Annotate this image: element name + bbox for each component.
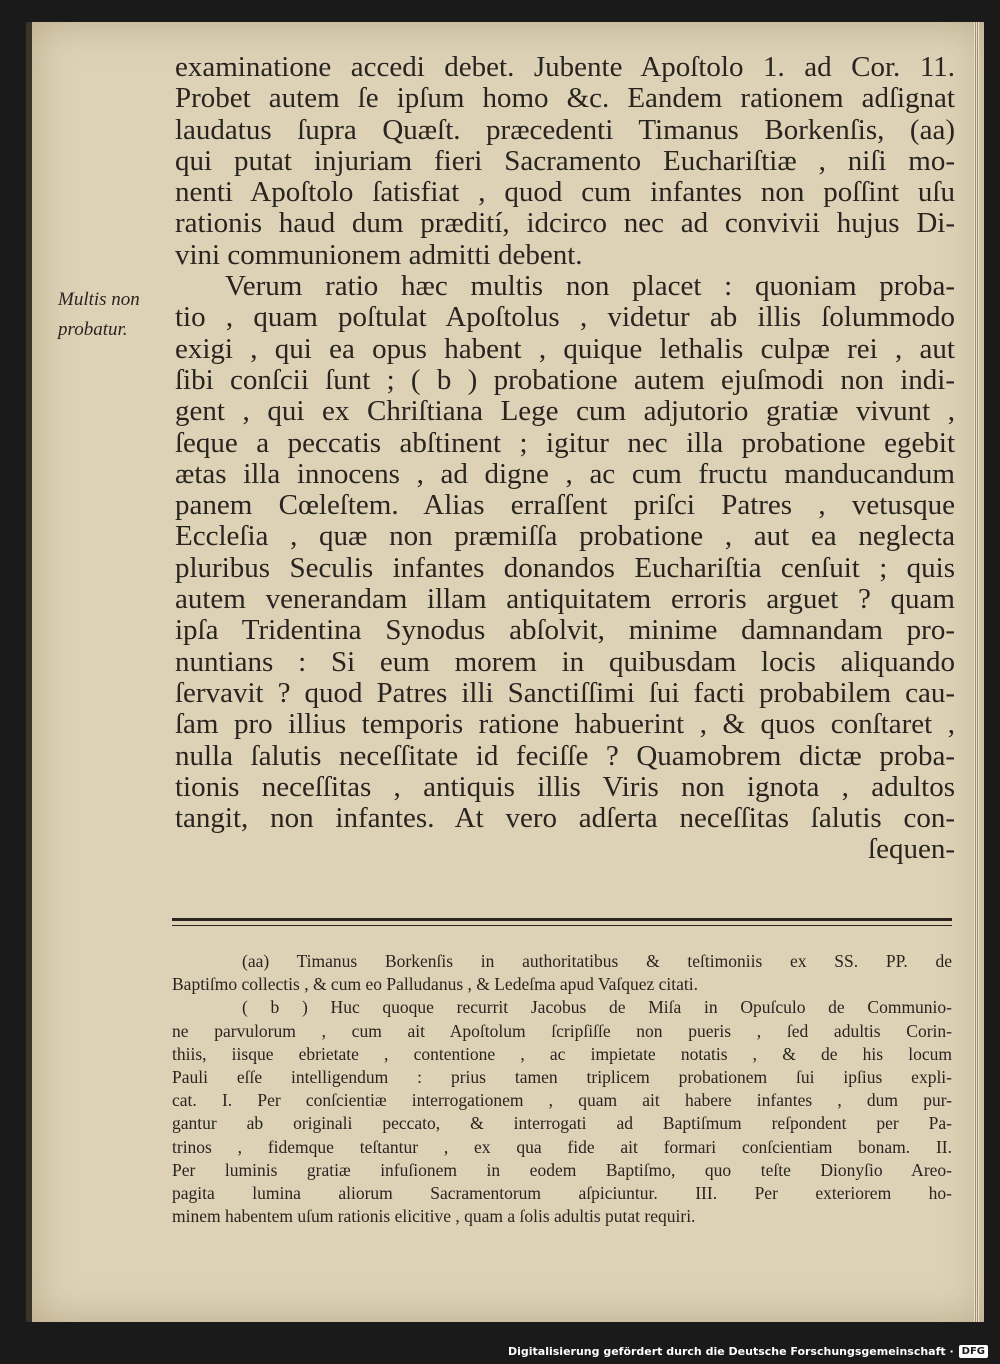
margin-note-line-2: probatur. <box>58 319 128 340</box>
main-text <box>175 52 955 866</box>
footnote-line: Pauli eſſe intelligendum : prius tamen triplicem probationem ſui ipſius expli- <box>172 1066 952 1087</box>
footnote-line: Baptiſmo collectis , & cum eo Palludanus , & Ledeſma apud Vaſquez citati. <box>172 974 699 995</box>
text-line: ſeque a peccatis abſtinent ; igitur nec illa probatione egebit <box>175 426 955 459</box>
text-line: Verum ratio hæc multis non placet : quoniam proba- <box>225 270 955 303</box>
dfg-logo-icon: DFG <box>959 1345 988 1358</box>
footnote-line: ( b ) Huc quoque recurrit Jacobus de Miſa in Opuſculo de Communio- <box>242 997 952 1018</box>
text-line: exigi , qui ea opus habent , quique lethalis culpæ rei , aut <box>175 332 955 365</box>
text-line: rationis haud dum prædití, idcirco nec ad convivii hujus Di- <box>175 207 955 240</box>
text-line: ipſa Tridentina Synodus abſolvit, minime damnandam pro- <box>175 614 955 647</box>
text-line: Eccleſia , quæ non præmiſſa probatione , aut ea neglecta <box>175 520 955 553</box>
text-line: ſibi conſcii ſunt ; ( b ) probatione autem ejuſmodi non indi- <box>175 363 955 396</box>
page-edge <box>974 22 979 1322</box>
digitization-credit <box>508 1345 988 1358</box>
footnote-line: minem habentem uſum rationis elicitive , quam a ſolis adultis putat requiri. <box>172 1206 696 1227</box>
footnote-line: gantur ab originali peccato, & interrogati ad Baptiſmum reſpondent per Pa- <box>172 1113 952 1134</box>
footnote-line: cat. I. Per conſcientiæ interrogationem , quam ait habere infantes , dum pur- <box>172 1090 952 1111</box>
text-line: laudatus ſupra Quæſt. præcedenti Timanus Borkenſis, (aa) <box>175 113 955 146</box>
text-line: nuntians : Si eum morem in quibusdam locis aliquando <box>175 645 955 678</box>
text-line: nenti Apoſtolo ſatisfiat , quod cum infantes non poſſint uſu <box>175 176 955 209</box>
text-line: pluribus Seculis infantes donandos Euchariſtia cenſuit ; quis <box>175 551 955 584</box>
footnote-line: trinos , fidemque teſtantur , ex qua fide ait formari conſcientiam bonam. II. <box>172 1136 952 1157</box>
footnote-line: Per luminis gratiæ infuſionem in eodem Baptiſmo, quo teſte Dionyſio Areo- <box>172 1159 952 1180</box>
footnote-line: (aa) Timanus Borkenſis in authoritatibus & teſtimoniis ex SS. PP. de <box>242 951 952 971</box>
footnote-line: thiis, iisque ebrietate , contentione , ac impietate notatis , & de his locum <box>172 1043 952 1064</box>
footnotes <box>172 950 952 1228</box>
text-line: nulla ſalutis neceſſitate id feciſſe ? Quamobrem dictæ proba- <box>175 739 955 772</box>
credit-text: Digitalisierung gefördert durch die Deutsche Forschungsgemeinschaft · <box>507 1345 954 1358</box>
text-line: panem Cœleſtem. Alias erraſſent priſci Patres , vetusque <box>175 489 955 522</box>
footnote-line: pagita lumina aliorum Sacramentorum aſpiciuntur. III. Per exteriorem ho- <box>172 1182 952 1203</box>
text-line: ſam pro illius temporis ratione habuerint , & quos conſtaret , <box>175 708 955 741</box>
text-line: tio , quam poſtulat Apoſtolus , videtur ab illis ſolummodo <box>175 301 955 334</box>
text-line: vini communionem admitti debent. <box>175 238 583 271</box>
text-line: autem venerandam illam antiquitatem erroris arguet ? quam <box>175 583 955 616</box>
footnote-rule <box>172 918 952 926</box>
footnote-line: ne parvulorum , cum ait Apoſtolum ſcripſiſſe non pueris , ſed adultis Corin- <box>172 1020 952 1041</box>
text-line: qui putat injuriam fieri Sacramento Euchariſtiæ , niſi mo- <box>175 144 955 177</box>
text-line: ſervavit ? quod Patres illi Sanctiſſimi ſui facti probabilem cau- <box>175 676 955 709</box>
text-line: ætas illa innocens , ad digne , ac cum fructu manducandum <box>175 457 955 490</box>
margin-note-line-1: Multis non <box>58 289 140 310</box>
text-line: Probet autem ſe ipſum homo &c. Eandem rationem adſignat <box>175 82 955 115</box>
text-line: gent , qui ex Chriſtiana Lege cum adjutorio gratiæ vivunt , <box>175 395 955 428</box>
text-line: tionis neceſſitas , antiquis illis Viris non ignota , adultos <box>175 770 955 803</box>
catchword: ſequen- <box>868 833 955 866</box>
text-line: examinatione accedi debet. Jubente Apoſtolo 1. ad Cor. 11. <box>175 51 955 83</box>
text-line: tangit, non infantes. At vero adſerta neceſſitas ſalutis con- <box>175 802 955 835</box>
